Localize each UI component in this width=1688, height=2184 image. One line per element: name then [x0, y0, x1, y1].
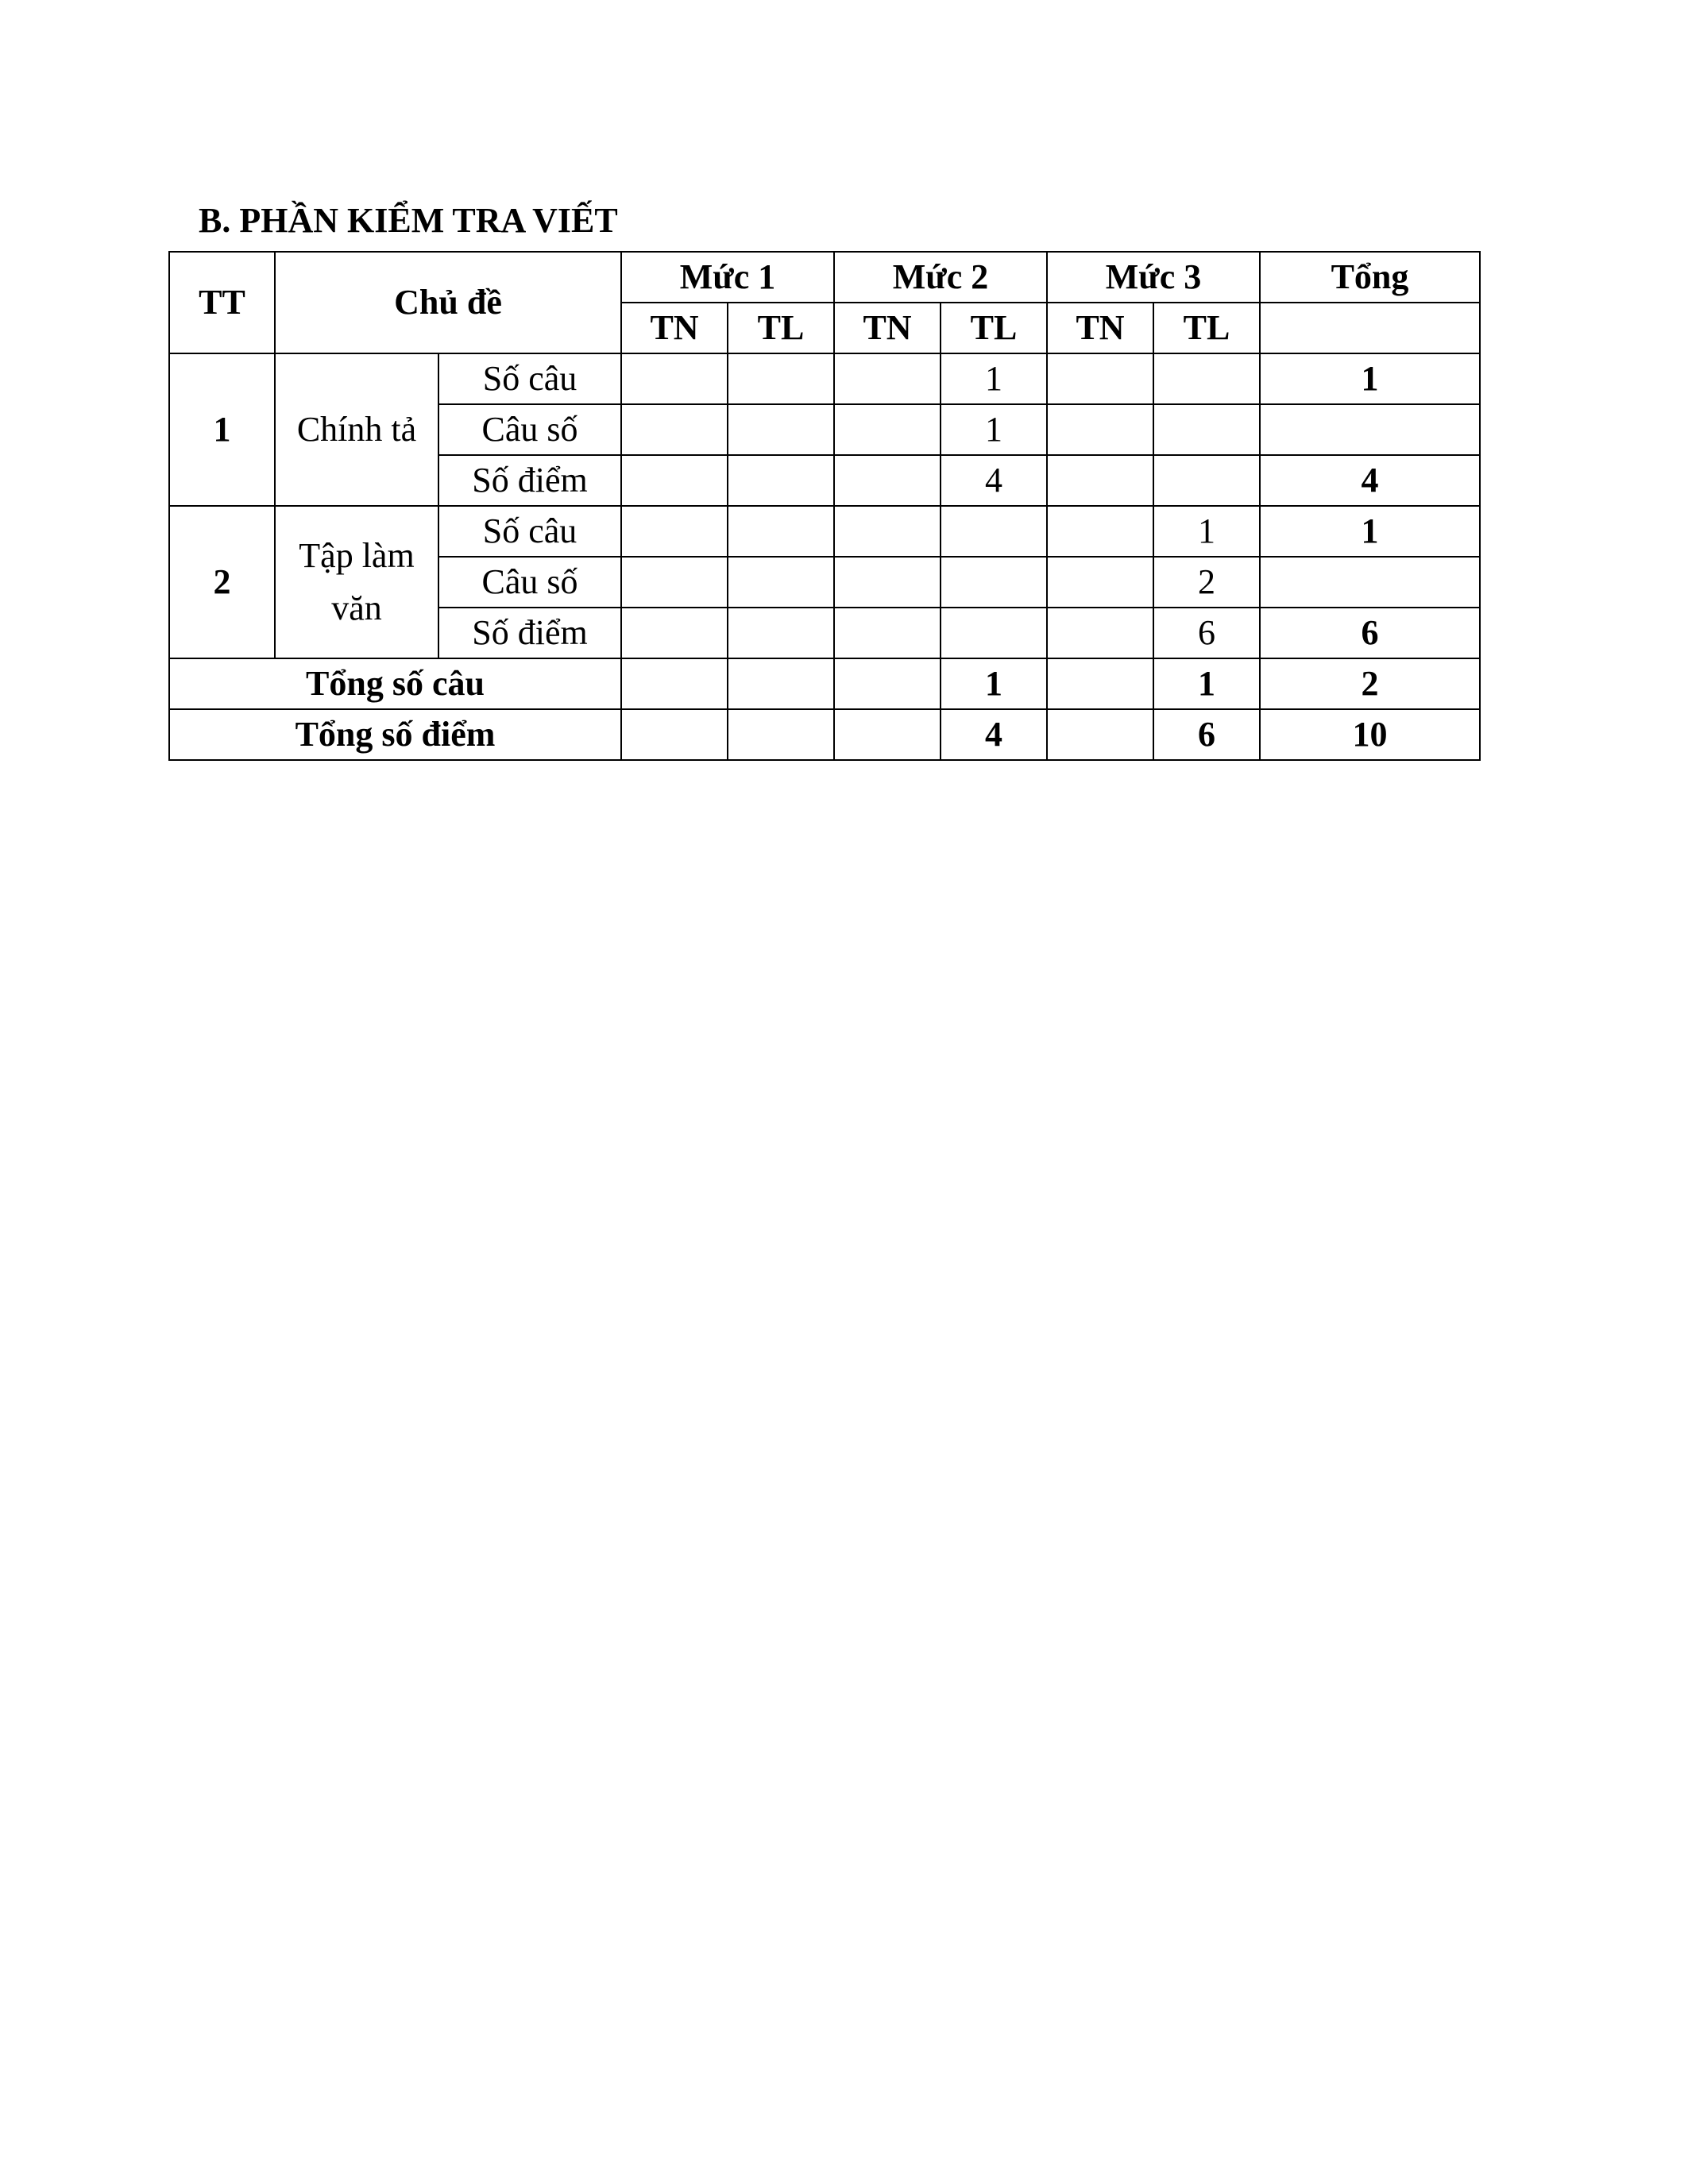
row-label: Số câu: [438, 506, 621, 557]
row-total: [1260, 404, 1480, 455]
table-row: [169, 353, 1480, 404]
header-subcol: TL: [728, 303, 834, 353]
total-label: Tổng số câu: [169, 658, 621, 709]
total-cell: [728, 709, 834, 760]
header-tt: TT: [169, 252, 275, 353]
total-cell: [834, 709, 941, 760]
table-cell: 6: [1153, 608, 1260, 658]
row-label: Câu số: [438, 404, 621, 455]
table-cell: [1153, 404, 1260, 455]
total-cell: 6: [1153, 709, 1260, 760]
total-cell: [834, 658, 941, 709]
total-label: Tổng số điểm: [169, 709, 621, 760]
header-subcol: TL: [941, 303, 1047, 353]
table-cell: [834, 557, 941, 608]
table-cell: [728, 608, 834, 658]
row-total: 4: [1260, 455, 1480, 506]
table-cell: [1047, 404, 1153, 455]
table-cell: [621, 455, 728, 506]
header-row-levels: [169, 252, 1480, 303]
table-cell: [941, 506, 1047, 557]
table-cell: [1047, 353, 1153, 404]
group-topic: Chính tả: [275, 353, 438, 506]
row-total: 1: [1260, 353, 1480, 404]
table-cell: [621, 608, 728, 658]
total-row-questions: [169, 658, 1480, 709]
row-total: 1: [1260, 506, 1480, 557]
table-cell: [1047, 557, 1153, 608]
table-cell: [728, 404, 834, 455]
table-cell: [834, 353, 941, 404]
table-cell: [1047, 506, 1153, 557]
total-cell: [621, 709, 728, 760]
total-cell: 1: [1153, 658, 1260, 709]
row-label: Số câu: [438, 353, 621, 404]
table-cell: [834, 404, 941, 455]
table-cell: [834, 506, 941, 557]
header-level-3: Mức 3: [1047, 252, 1260, 303]
table-cell: [1047, 608, 1153, 658]
table-cell: 1: [941, 404, 1047, 455]
total-cell: [1047, 709, 1153, 760]
total-row-points: [169, 709, 1480, 760]
row-total: [1260, 557, 1480, 608]
header-subcol: TN: [834, 303, 941, 353]
header-topic: Chủ đề: [275, 252, 621, 353]
header-subcol: TN: [621, 303, 728, 353]
header-subcol: TL: [1153, 303, 1260, 353]
table-cell: [1153, 353, 1260, 404]
table-cell: [621, 353, 728, 404]
group-topic: Tập làm văn: [275, 506, 438, 658]
table-cell: [941, 608, 1047, 658]
header-level-1: Mức 1: [621, 252, 834, 303]
header-total: Tổng: [1260, 252, 1480, 303]
group-tt: 1: [169, 353, 275, 506]
table-cell: 1: [1153, 506, 1260, 557]
table-cell: [1153, 455, 1260, 506]
row-label: Câu số: [438, 557, 621, 608]
table-cell: [621, 557, 728, 608]
total-cell: 4: [941, 709, 1047, 760]
total-cell: [728, 658, 834, 709]
group-tt: 2: [169, 506, 275, 658]
table-cell: [1047, 455, 1153, 506]
section-title: B. PHẦN KIỂM TRA VIẾT: [199, 201, 618, 240]
grand-total: 2: [1260, 658, 1480, 709]
table-cell: [941, 557, 1047, 608]
header-level-2: Mức 2: [834, 252, 1047, 303]
table-cell: [728, 455, 834, 506]
table-cell: [728, 506, 834, 557]
table-cell: [728, 353, 834, 404]
row-label: Số điểm: [438, 455, 621, 506]
table-row: [169, 506, 1480, 557]
table-cell: 2: [1153, 557, 1260, 608]
test-matrix-table: [168, 251, 1481, 761]
row-label: Số điểm: [438, 608, 621, 658]
grand-total: 10: [1260, 709, 1480, 760]
table-cell: [728, 557, 834, 608]
table-cell: [834, 455, 941, 506]
total-cell: [1047, 658, 1153, 709]
header-total-empty: [1260, 303, 1480, 353]
total-cell: [621, 658, 728, 709]
table-cell: [621, 506, 728, 557]
row-total: 6: [1260, 608, 1480, 658]
table-cell: 4: [941, 455, 1047, 506]
total-cell: 1: [941, 658, 1047, 709]
table-cell: [834, 608, 941, 658]
table-cell: 1: [941, 353, 1047, 404]
header-subcol: TN: [1047, 303, 1153, 353]
table-cell: [621, 404, 728, 455]
